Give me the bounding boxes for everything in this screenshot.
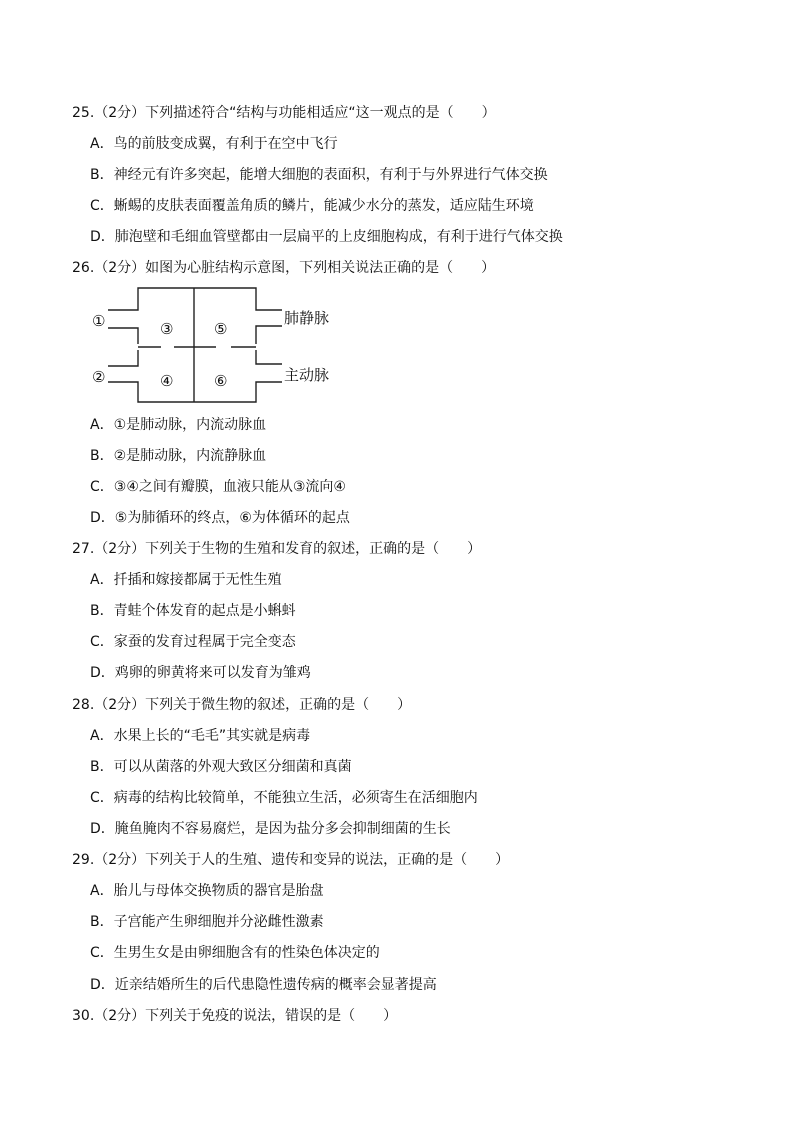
question-25-stem: 25.（2分）下列描述符合“结构与功能相适应“这一观点的是（ ） bbox=[72, 105, 496, 121]
question-26-option-d: D．⑤为肺循环的终点，⑥为体循环的起点 bbox=[90, 510, 350, 526]
heart-outline-mid-left-upper bbox=[108, 328, 138, 344]
question-28-option-c: C．病毒的结构比较简单，不能独立生活，必须寄生在活细胞内 bbox=[90, 790, 478, 806]
heart-outline-mid-left-lower bbox=[108, 350, 138, 366]
question-30-stem: 30.（2分）下列关于免疫的说法，错误的是（ ） bbox=[72, 1008, 398, 1024]
heart-outline-top-left bbox=[108, 288, 282, 310]
question-27-option-a: A．扦插和嫁接都属于无性生殖 bbox=[90, 572, 282, 588]
question-29-stem: 29.（2分）下列关于人的生殖、遗传和变异的说法，正确的是（ ） bbox=[72, 852, 510, 868]
question-29-option-c: C．生男生女是由卵细胞含有的性染色体决定的 bbox=[90, 945, 380, 961]
question-28-option-a: A．水果上长的“毛毛”其实就是病毒 bbox=[90, 728, 311, 744]
heart-outline-bottom-left bbox=[108, 382, 282, 402]
heart-outline-right-upper bbox=[256, 326, 282, 344]
label-5: ⑤ bbox=[214, 320, 228, 338]
label-4: ④ bbox=[160, 372, 174, 390]
question-26-option-b: B．②是肺动脉，内流静脉血 bbox=[90, 448, 267, 464]
label-2: ② bbox=[92, 368, 106, 386]
heart-outline-right-lower bbox=[256, 350, 282, 364]
question-26-option-a: A．①是肺动脉，内流动脉血 bbox=[90, 417, 267, 433]
label-1: ① bbox=[92, 312, 106, 330]
question-27-option-c: C．家蚕的发育过程属于完全变态 bbox=[90, 634, 296, 650]
question-28-option-d: D．腌鱼腌肉不容易腐烂，是因为盐分多会抑制细菌的生长 bbox=[90, 821, 451, 837]
question-28-option-b: B．可以从菌落的外观大致区分细菌和真菌 bbox=[90, 759, 352, 775]
question-26-stem: 26.（2分）如图为心脏结构示意图，下列相关说法正确的是（ ） bbox=[72, 260, 496, 276]
label-3: ③ bbox=[160, 320, 174, 338]
label-pulmonary-vein: 肺静脉 bbox=[284, 309, 330, 327]
heart-structure-diagram bbox=[86, 282, 346, 408]
question-29-option-a: A．胎儿与母体交换物质的器官是胎盘 bbox=[90, 883, 324, 899]
question-25-option-a: A．鸟的前肢变成翼，有利于在空中飞行 bbox=[90, 136, 338, 152]
question-28-stem: 28.（2分）下列关于微生物的叙述，正确的是（ ） bbox=[72, 697, 412, 713]
question-29-option-b: B．子宫能产生卵细胞并分泌雌性激素 bbox=[90, 914, 324, 930]
question-25-option-c: C．蜥蜴的皮肤表面覆盖角质的鳞片，能减少水分的蒸发，适应陆生环境 bbox=[90, 198, 534, 214]
question-27-stem: 27.（2分）下列关于生物的生殖和发育的叙述，正确的是（ ） bbox=[72, 541, 482, 557]
question-29-option-d: D．近亲结婚所生的后代患隐性遗传病的概率会显著提高 bbox=[90, 977, 437, 993]
label-aorta: 主动脉 bbox=[284, 366, 330, 384]
question-27-option-b: B．青蛙个体发育的起点是小蝌蚪 bbox=[90, 603, 296, 619]
question-26-option-c: C．③④之间有瓣膜，血液只能从③流向④ bbox=[90, 479, 346, 495]
question-25-option-d: D．肺泡壁和毛细血管壁都由一层扁平的上皮细胞构成，有利于进行气体交换 bbox=[90, 229, 563, 245]
question-27-option-d: D．鸡卵的卵黄将来可以发育为雏鸡 bbox=[90, 665, 311, 681]
question-25-option-b: B．神经元有许多突起，能增大细胞的表面积，有利于与外界进行气体交换 bbox=[90, 167, 548, 183]
label-6: ⑥ bbox=[214, 372, 228, 390]
